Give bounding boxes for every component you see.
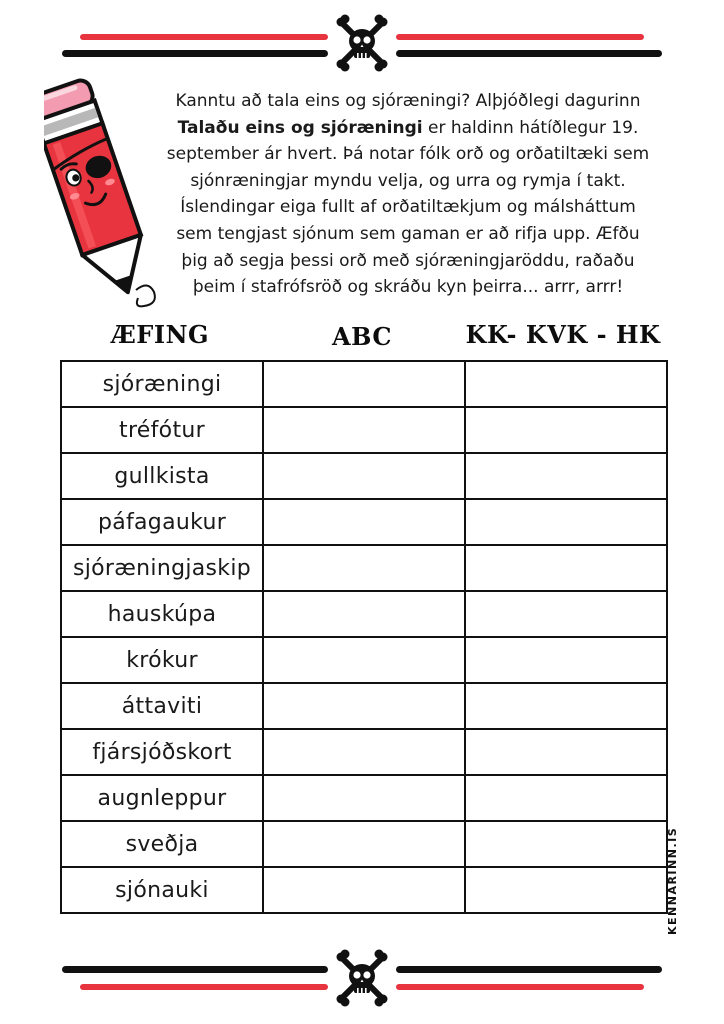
table-row (61, 637, 667, 683)
gender-answer-cell[interactable] (465, 407, 667, 453)
gender-answer-cell[interactable] (465, 499, 667, 545)
intro-line-6: sem tengjast sjónum sem gaman er að rifja upp. Æfðu (176, 223, 640, 244)
gender-answer-cell[interactable] (465, 821, 667, 867)
intro-line-5: Íslendingar eiga fullt af orðatiltækjum og málsháttum (180, 197, 636, 218)
brand-label: KENNARINN.IS (666, 826, 679, 935)
word-cell: krókur (61, 637, 263, 683)
gender-answer-cell[interactable] (465, 637, 667, 683)
word-cell: gullkista (61, 453, 263, 499)
intro-line-3: september ár hvert. Þá notar fólk orð og orðatiltæki sem (166, 144, 650, 165)
table-row (61, 453, 667, 499)
table-row (61, 867, 667, 913)
intro-line-2-rest: er haldinn hátíðlegur 19. (422, 117, 639, 138)
intro-paragraph (148, 88, 668, 301)
abc-answer-cell[interactable] (263, 867, 465, 913)
table-row (61, 683, 667, 729)
abc-answer-cell[interactable] (263, 637, 465, 683)
intro-line-1: Kanntu að tala eins og sjóræningi? Alþjóðlegi dagurinn (175, 91, 641, 111)
abc-answer-cell[interactable] (263, 683, 465, 729)
bottom-divider (60, 944, 664, 1014)
abc-answer-cell[interactable] (263, 591, 465, 637)
abc-answer-cell[interactable] (263, 729, 465, 775)
abc-answer-cell[interactable] (263, 499, 465, 545)
table-row (61, 361, 667, 407)
word-cell: sjóræningi (61, 361, 263, 407)
abc-answer-cell[interactable] (263, 361, 465, 407)
word-cell: augnleppur (61, 775, 263, 821)
intro-line-4: sjónræningjar myndu velja, og urra og rymja í takt. (190, 170, 626, 191)
word-cell: áttaviti (61, 683, 263, 729)
word-cell: tréfótur (61, 407, 263, 453)
abc-answer-cell[interactable] (263, 775, 465, 821)
table-row (61, 775, 667, 821)
gender-answer-cell[interactable] (465, 683, 667, 729)
event-name: Talaðu eins og sjóræningi (177, 117, 423, 138)
gender-answer-cell[interactable] (465, 867, 667, 913)
gender-answer-cell[interactable] (465, 545, 667, 591)
word-cell: fjársjóðskort (61, 729, 263, 775)
gender-answer-cell[interactable] (465, 453, 667, 499)
word-table (60, 360, 668, 914)
table-row (61, 821, 667, 867)
table-row (61, 407, 667, 453)
gender-answer-cell[interactable] (465, 591, 667, 637)
intro-line-7: þig að segja þessi orð með sjóræningjaröddu, raðaðu (181, 250, 635, 271)
column-heading-gender: KK- KVK - HK (465, 320, 661, 349)
word-cell: hauskúpa (61, 591, 263, 637)
abc-answer-cell[interactable] (263, 453, 465, 499)
gender-answer-cell[interactable] (465, 729, 667, 775)
column-heading-abc: ABC (332, 322, 392, 351)
skull-crossbones-icon (337, 15, 388, 72)
intro-line-8: þeim í stafrófsröð og skráðu kyn þeirra... arrr, arrr! (192, 277, 624, 298)
table-row (61, 499, 667, 545)
table-row (61, 545, 667, 591)
table-row (61, 729, 667, 775)
abc-answer-cell[interactable] (263, 407, 465, 453)
table-row (61, 591, 667, 637)
gender-answer-cell[interactable] (465, 775, 667, 821)
word-cell: sjóræningjaskip (61, 545, 263, 591)
abc-answer-cell[interactable] (263, 545, 465, 591)
abc-answer-cell[interactable] (263, 821, 465, 867)
skull-crossbones-icon (337, 950, 388, 1007)
word-cell: páfagaukur (61, 499, 263, 545)
word-cell: sjónauki (61, 867, 263, 913)
gender-answer-cell[interactable] (465, 361, 667, 407)
intro-line-2 (148, 115, 668, 142)
column-heading-aefing: ÆFING (110, 320, 210, 349)
word-cell: sveðja (61, 821, 263, 867)
